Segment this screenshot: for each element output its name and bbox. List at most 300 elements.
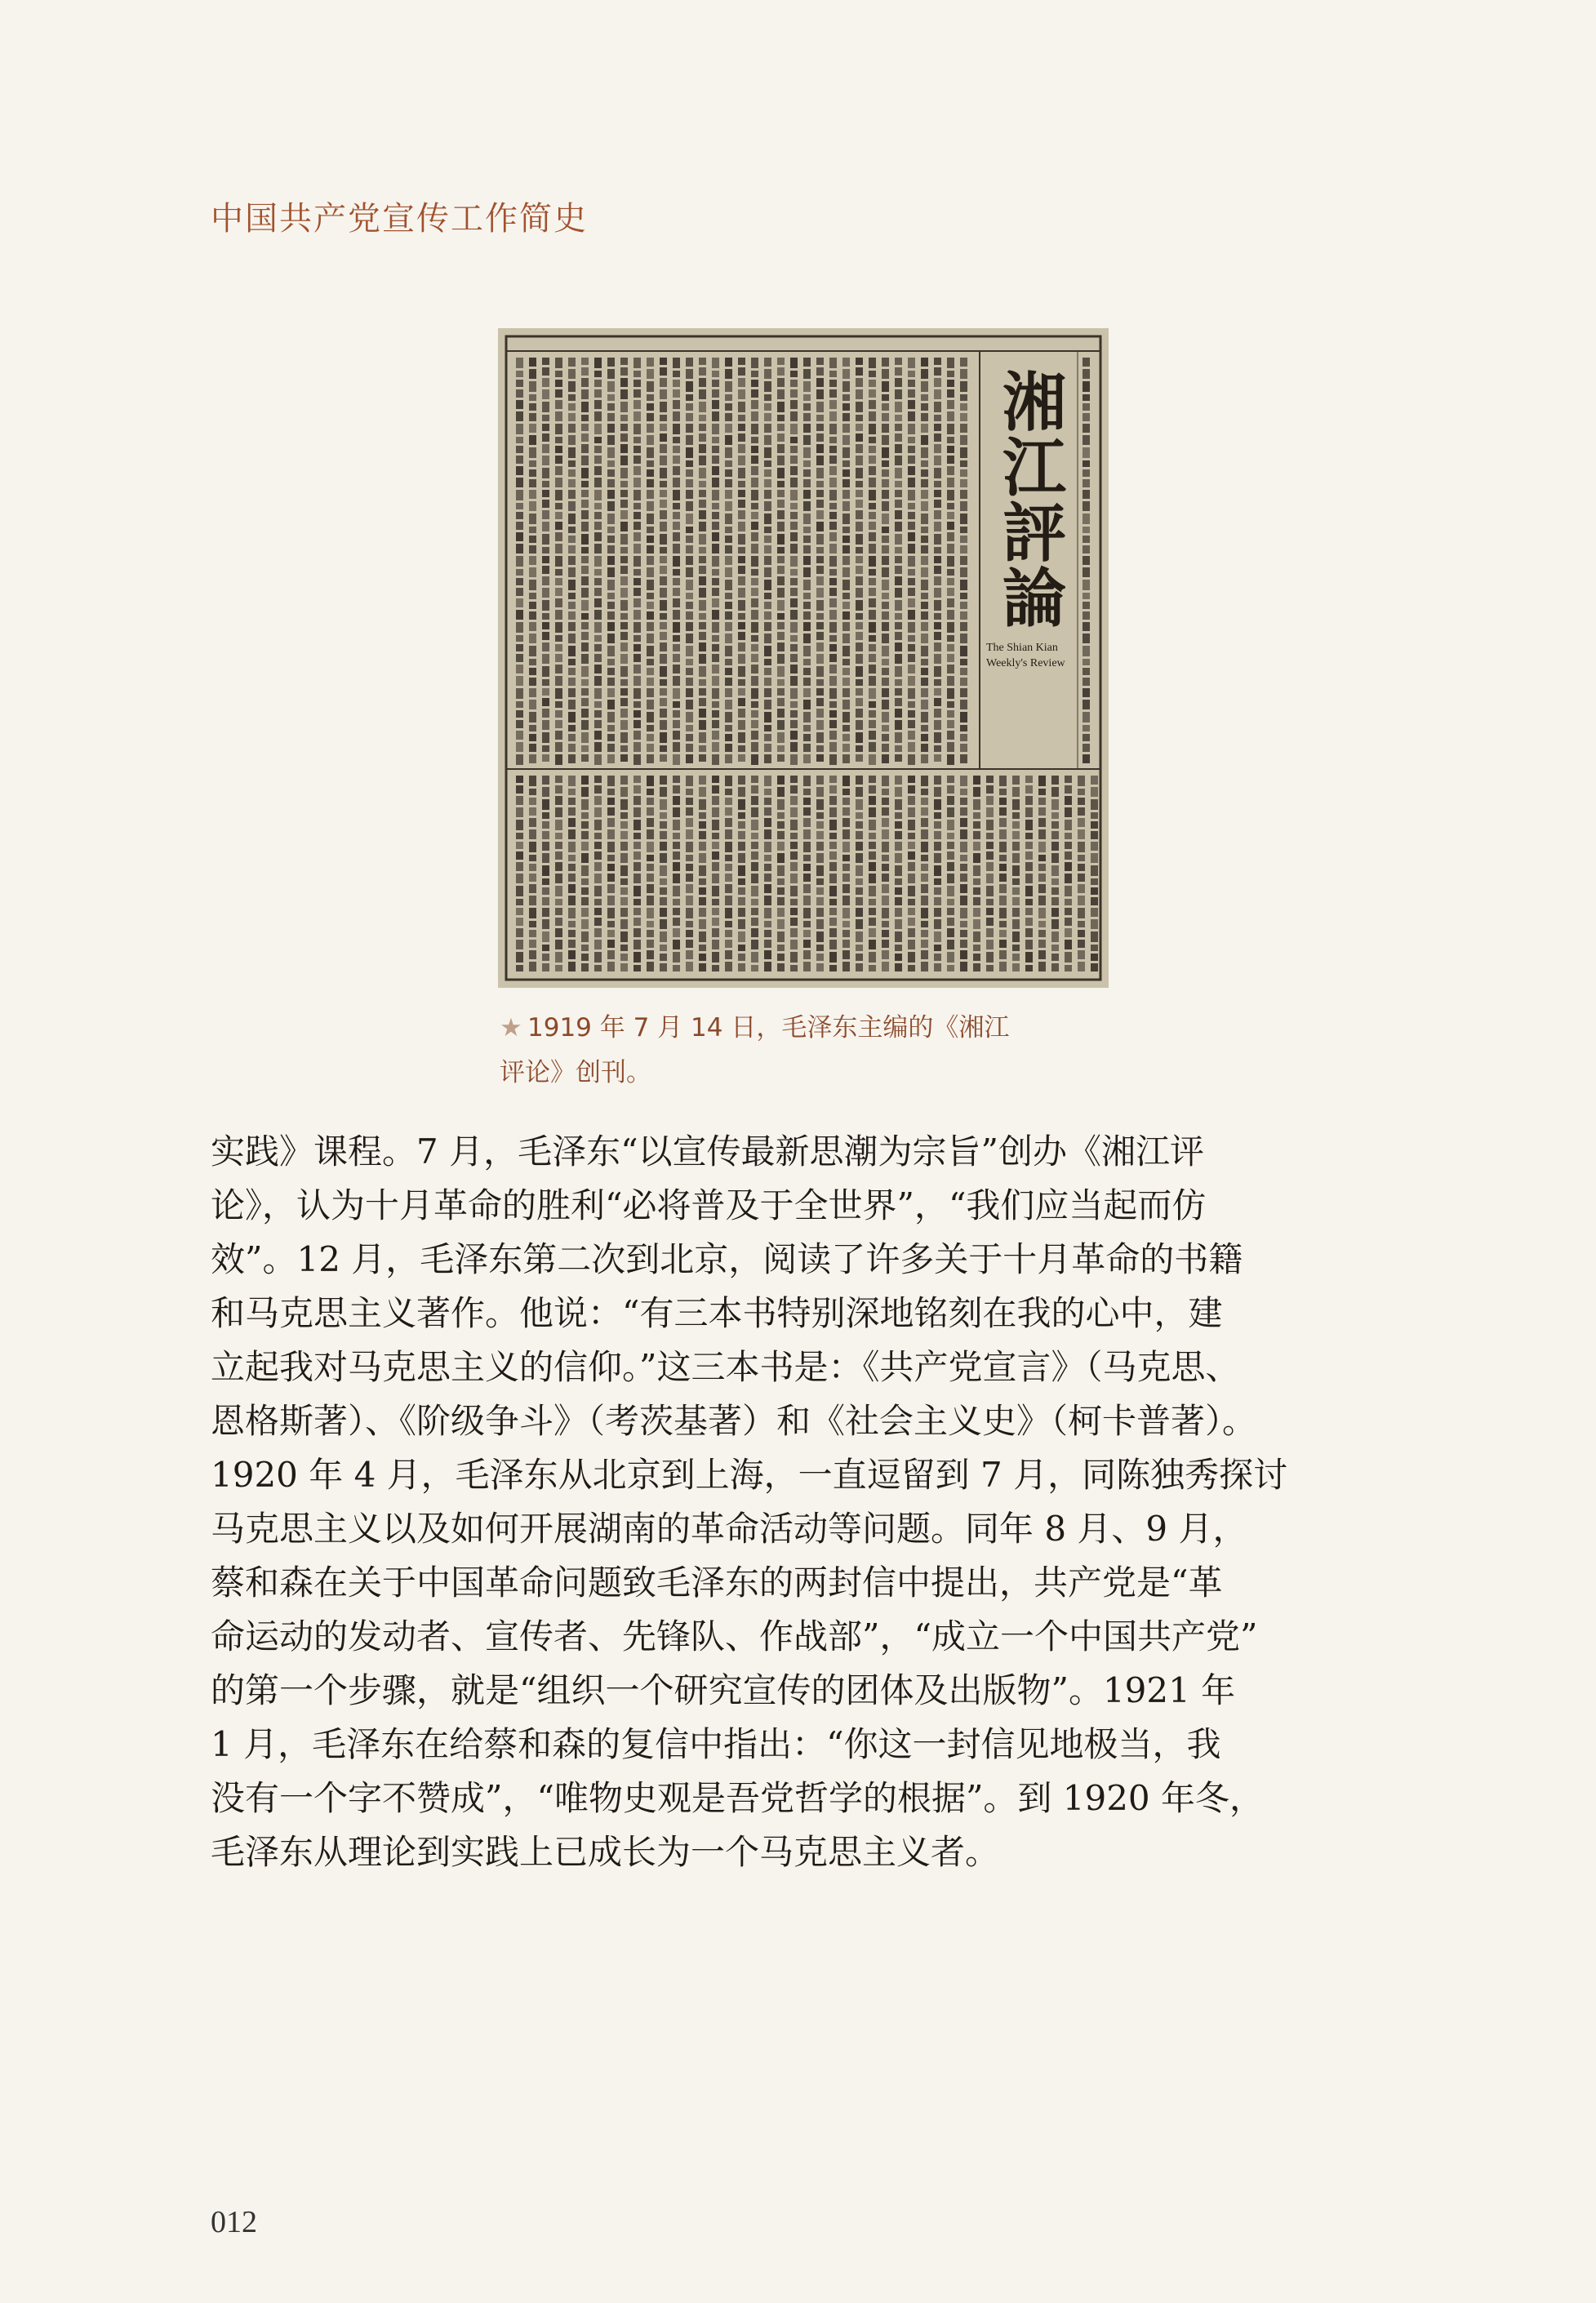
print-glyph <box>947 478 954 487</box>
print-glyph <box>764 447 771 458</box>
print-glyph <box>960 501 967 511</box>
print-glyph <box>921 930 928 937</box>
print-glyph <box>934 732 941 743</box>
print-glyph <box>594 710 602 718</box>
print-glyph <box>816 444 824 453</box>
print-glyph <box>516 437 523 443</box>
print-glyph <box>882 921 889 927</box>
print-glyph <box>738 963 745 971</box>
print-glyph <box>777 632 785 640</box>
print-glyph <box>581 865 589 876</box>
print-glyph <box>829 720 837 728</box>
print-glyph <box>529 646 536 656</box>
print-glyph <box>764 369 771 379</box>
print-glyph <box>581 945 589 951</box>
print-glyph <box>947 532 954 541</box>
print-glyph <box>594 610 602 620</box>
print-glyph <box>725 545 732 554</box>
print-glyph <box>1065 908 1072 915</box>
print-glyph <box>581 963 589 971</box>
print-glyph <box>516 635 523 642</box>
print-glyph <box>1038 908 1046 918</box>
print-glyph <box>777 534 785 545</box>
print-glyph <box>1051 812 1059 819</box>
print-glyph <box>686 536 693 543</box>
print-glyph <box>960 855 967 861</box>
print-glyph <box>869 569 876 576</box>
print-glyph <box>842 789 850 795</box>
print-glyph <box>856 887 863 895</box>
print-glyph <box>686 940 693 948</box>
print-glyph <box>699 945 706 951</box>
print-glyph <box>686 688 693 697</box>
print-glyph <box>516 411 523 421</box>
print-glyph <box>960 634 967 643</box>
print-glyph <box>751 456 758 464</box>
print-glyph <box>842 668 850 675</box>
print-glyph <box>686 798 693 805</box>
print-glyph <box>712 665 719 674</box>
print-glyph <box>1038 842 1046 852</box>
print-glyph <box>777 666 785 677</box>
print-glyph <box>1038 789 1046 795</box>
print-glyph <box>712 899 719 905</box>
body-line: 的第一个步骤，就是“组织一个研究宣传的团体及出版物”。1921 年 <box>211 1670 1236 1710</box>
print-glyph <box>516 754 523 765</box>
print-glyph <box>1051 865 1059 876</box>
print-glyph <box>516 785 523 794</box>
print-glyph <box>764 950 771 959</box>
print-glyph <box>673 358 680 368</box>
print-glyph <box>686 908 693 918</box>
print-glyph <box>803 712 811 722</box>
print-glyph <box>647 776 654 786</box>
print-glyph <box>647 668 654 675</box>
print-glyph <box>647 545 654 554</box>
print-glyph <box>895 566 902 574</box>
print-glyph <box>908 918 915 926</box>
print-glyph <box>660 787 667 797</box>
print-glyph <box>1083 381 1090 392</box>
print-glyph <box>607 369 615 379</box>
print-glyph <box>647 659 654 665</box>
print-glyph <box>542 632 549 640</box>
print-glyph <box>960 842 967 852</box>
print-glyph <box>634 358 641 368</box>
print-glyph <box>594 874 602 883</box>
print-glyph <box>829 490 837 500</box>
print-glyph <box>1051 842 1059 851</box>
print-glyph <box>647 381 654 392</box>
print-glyph <box>712 411 719 421</box>
print-glyph <box>803 435 811 445</box>
print-glyph <box>699 812 706 819</box>
print-glyph <box>751 654 758 662</box>
print-glyph <box>1065 928 1072 937</box>
print-glyph <box>686 668 693 675</box>
print-glyph <box>555 389 562 398</box>
print-glyph <box>647 896 654 905</box>
print-glyph <box>869 940 876 949</box>
print-glyph <box>581 632 589 640</box>
print-glyph <box>516 796 523 805</box>
print-glyph <box>660 931 667 942</box>
print-glyph <box>555 874 562 883</box>
print-glyph <box>699 908 706 917</box>
print-glyph <box>777 812 785 819</box>
print-glyph <box>986 776 994 783</box>
print-glyph <box>581 510 589 519</box>
print-glyph <box>1083 634 1090 643</box>
print-glyph <box>764 678 771 686</box>
print-glyph <box>882 611 889 620</box>
print-glyph <box>869 598 876 607</box>
print-glyph <box>777 720 785 730</box>
print-glyph <box>842 659 850 665</box>
print-glyph <box>751 742 758 752</box>
print-glyph <box>882 725 889 731</box>
print-glyph <box>816 600 824 611</box>
print-glyph <box>581 600 589 611</box>
print-glyph <box>764 744 771 752</box>
print-glyph <box>803 855 811 861</box>
print-glyph <box>634 807 641 817</box>
print-glyph <box>816 654 824 664</box>
print-glyph <box>869 899 876 905</box>
print-glyph <box>673 742 680 752</box>
print-glyph <box>1051 799 1059 810</box>
print-glyph <box>829 940 837 949</box>
print-glyph <box>620 878 628 885</box>
print-glyph <box>751 389 758 398</box>
print-glyph <box>764 798 771 805</box>
print-glyph <box>1012 831 1020 839</box>
print-glyph <box>712 622 719 633</box>
print-glyph <box>699 754 706 762</box>
print-glyph <box>686 734 693 741</box>
print-glyph <box>1025 928 1033 937</box>
print-glyph <box>777 358 785 365</box>
print-glyph <box>1025 833 1033 839</box>
print-glyph <box>516 701 523 708</box>
print-glyph <box>829 710 837 718</box>
print-glyph <box>555 411 562 421</box>
print-glyph <box>947 940 954 949</box>
print-glyph <box>777 566 785 574</box>
print-glyph <box>634 918 641 926</box>
print-glyph <box>686 479 693 487</box>
print-glyph <box>712 503 719 509</box>
print-glyph <box>803 634 811 643</box>
print-glyph <box>764 413 771 421</box>
print-glyph <box>856 732 863 743</box>
print-glyph <box>842 611 850 620</box>
print-glyph <box>738 887 745 895</box>
print-glyph <box>960 580 967 590</box>
print-glyph <box>542 732 549 743</box>
body-text <box>211 1125 1403 1879</box>
print-glyph <box>960 403 967 411</box>
print-glyph <box>581 500 589 508</box>
print-glyph <box>947 437 954 443</box>
print-glyph <box>1065 886 1072 896</box>
print-glyph <box>895 510 902 519</box>
print-glyph <box>542 878 549 885</box>
print-glyph <box>908 478 915 487</box>
print-glyph <box>581 698 589 706</box>
print-glyph <box>999 807 1007 816</box>
print-glyph <box>581 831 589 839</box>
print-glyph <box>908 411 915 421</box>
print-glyph <box>568 668 576 675</box>
print-glyph <box>581 908 589 917</box>
print-glyph <box>947 598 954 607</box>
print-glyph <box>673 928 680 937</box>
print-glyph <box>856 963 863 971</box>
print-glyph <box>634 532 641 541</box>
print-glyph <box>869 807 876 817</box>
print-glyph <box>542 622 549 629</box>
print-glyph <box>607 403 615 411</box>
print-glyph <box>620 500 628 508</box>
print-glyph <box>1025 862 1033 871</box>
print-glyph <box>738 666 745 677</box>
print-glyph <box>699 679 706 686</box>
print-glyph <box>842 479 850 487</box>
print-glyph <box>856 688 863 696</box>
print-glyph <box>555 796 562 805</box>
print-glyph <box>751 874 758 883</box>
print-glyph <box>856 415 863 421</box>
print-glyph <box>908 512 915 519</box>
print-glyph <box>620 709 628 718</box>
print-glyph <box>816 433 824 442</box>
print-glyph <box>960 818 967 827</box>
print-glyph <box>947 389 954 398</box>
print-glyph <box>516 899 523 905</box>
print-glyph <box>660 415 667 421</box>
print-glyph <box>738 468 745 478</box>
print-glyph <box>856 534 863 545</box>
print-glyph <box>947 676 954 686</box>
print-glyph <box>803 413 811 421</box>
print-glyph <box>1083 501 1090 511</box>
print-glyph <box>712 851 719 860</box>
print-glyph <box>790 512 798 519</box>
print-glyph <box>1083 678 1090 686</box>
print-glyph <box>555 908 562 915</box>
print-glyph <box>869 908 876 915</box>
print-glyph <box>607 896 615 905</box>
print-glyph <box>803 646 811 656</box>
print-glyph <box>777 389 785 399</box>
print-glyph <box>777 745 785 752</box>
print-glyph <box>568 580 576 590</box>
print-glyph <box>921 754 928 763</box>
print-glyph <box>555 776 562 783</box>
print-glyph <box>699 358 706 365</box>
print-glyph <box>581 842 589 851</box>
print-glyph <box>764 725 771 731</box>
print-glyph <box>516 731 523 740</box>
print-glyph <box>934 358 941 365</box>
print-glyph <box>686 896 693 905</box>
print-glyph <box>882 424 889 433</box>
print-glyph <box>542 490 549 497</box>
print-glyph <box>725 789 732 795</box>
print-glyph <box>751 940 758 949</box>
print-glyph <box>594 371 602 377</box>
print-glyph <box>542 534 549 545</box>
print-glyph <box>751 532 758 541</box>
print-glyph <box>895 622 902 629</box>
print-glyph <box>568 593 576 599</box>
print-glyph <box>673 446 680 453</box>
print-glyph <box>803 580 811 590</box>
print-glyph <box>581 534 589 545</box>
print-glyph <box>620 954 628 961</box>
print-glyph <box>908 688 915 699</box>
print-glyph <box>620 600 628 611</box>
print-glyph <box>555 862 562 871</box>
print-glyph <box>869 503 876 509</box>
print-glyph <box>842 930 850 937</box>
print-glyph <box>803 527 811 533</box>
print-glyph <box>829 446 837 453</box>
print-glyph <box>882 798 889 805</box>
print-glyph <box>947 569 954 576</box>
print-glyph <box>921 580 928 590</box>
print-glyph <box>790 400 798 409</box>
print-glyph <box>921 818 928 827</box>
print-glyph <box>882 435 889 445</box>
print-glyph <box>581 389 589 399</box>
print-glyph <box>842 776 850 786</box>
print-glyph <box>712 701 719 708</box>
print-glyph <box>1051 931 1059 942</box>
print-glyph <box>607 734 615 741</box>
print-glyph <box>960 424 967 433</box>
print-glyph <box>960 700 967 709</box>
print-glyph <box>764 634 771 643</box>
print-glyph <box>895 358 902 365</box>
print-glyph <box>581 468 589 478</box>
print-glyph <box>777 654 785 664</box>
print-glyph <box>529 580 536 590</box>
print-glyph <box>634 862 641 871</box>
print-glyph <box>777 821 785 829</box>
print-glyph <box>542 444 549 453</box>
print-glyph <box>634 899 641 905</box>
print-glyph <box>686 435 693 445</box>
print-glyph <box>634 665 641 674</box>
print-glyph <box>620 963 628 971</box>
print-glyph <box>934 963 941 971</box>
print-glyph <box>738 622 745 629</box>
print-glyph <box>673 424 680 434</box>
print-glyph <box>816 490 824 497</box>
print-glyph <box>960 593 967 599</box>
print-glyph <box>620 358 628 365</box>
print-glyph <box>620 919 628 929</box>
print-glyph <box>542 576 549 585</box>
print-glyph <box>542 709 549 718</box>
print-glyph <box>973 812 980 819</box>
print-glyph <box>620 679 628 686</box>
print-glyph <box>594 522 602 530</box>
print-glyph <box>816 945 824 951</box>
print-glyph <box>634 569 641 576</box>
print-glyph <box>725 403 732 411</box>
print-glyph <box>529 855 536 861</box>
print-glyph <box>686 469 693 477</box>
print-glyph <box>882 818 889 827</box>
print-glyph <box>568 556 576 565</box>
print-glyph <box>816 754 824 762</box>
print-glyph <box>660 720 667 730</box>
print-glyph <box>594 754 602 765</box>
print-glyph <box>529 403 536 411</box>
print-glyph <box>568 501 576 511</box>
print-glyph <box>620 897 628 905</box>
print-glyph <box>816 468 824 478</box>
print-glyph <box>921 460 928 467</box>
print-glyph <box>777 402 785 412</box>
print-glyph <box>1038 930 1046 937</box>
print-glyph <box>699 534 706 545</box>
print-glyph <box>607 580 615 590</box>
print-glyph <box>620 622 628 629</box>
print-glyph <box>673 874 680 883</box>
print-glyph <box>790 796 798 805</box>
print-glyph <box>1083 700 1090 709</box>
print-glyph <box>738 732 745 743</box>
print-glyph <box>686 842 693 852</box>
print-glyph <box>790 622 798 633</box>
print-glyph <box>803 896 811 905</box>
print-glyph <box>725 602 732 609</box>
print-glyph <box>869 928 876 937</box>
print-glyph <box>686 593 693 599</box>
print-glyph <box>816 556 824 563</box>
print-glyph <box>686 829 693 839</box>
print-glyph <box>816 522 824 531</box>
print-glyph <box>816 679 824 686</box>
print-glyph <box>555 358 562 368</box>
print-glyph <box>751 578 758 585</box>
print-glyph <box>829 569 837 576</box>
figure-caption <box>500 1006 1120 1096</box>
print-glyph <box>895 576 902 585</box>
print-glyph <box>647 469 654 477</box>
print-glyph <box>699 424 706 431</box>
print-glyph <box>895 632 902 640</box>
print-glyph <box>620 481 628 487</box>
print-glyph <box>699 547 706 554</box>
print-glyph <box>712 578 719 585</box>
print-glyph <box>947 456 954 464</box>
print-glyph <box>555 851 562 860</box>
print-glyph <box>751 833 758 839</box>
print-glyph <box>725 611 732 620</box>
print-glyph <box>960 514 967 524</box>
print-glyph <box>908 908 915 915</box>
print-glyph <box>882 930 889 937</box>
print-glyph <box>816 622 824 629</box>
print-glyph <box>751 688 758 699</box>
print-glyph <box>895 456 902 465</box>
print-glyph <box>516 578 523 585</box>
